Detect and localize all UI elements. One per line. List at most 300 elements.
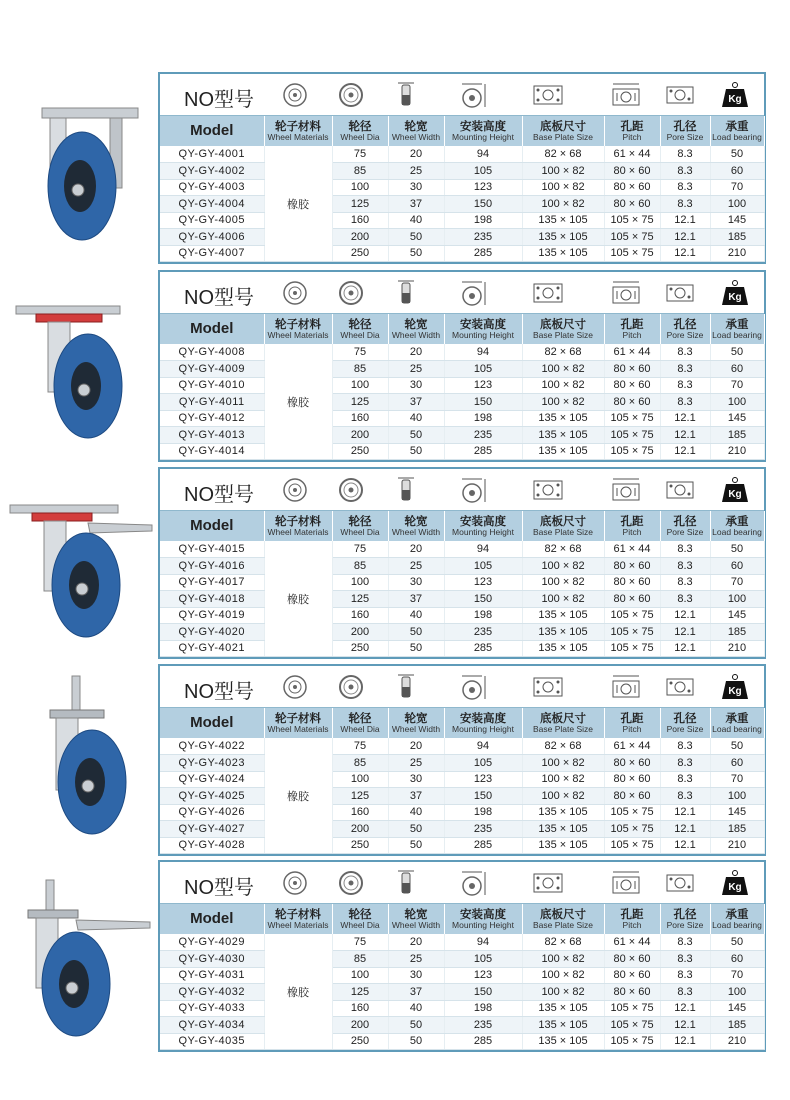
spec-cell: 200 <box>332 427 388 444</box>
header-material: 轮子材料 Wheel Materials <box>264 708 332 738</box>
spec-cell: 105 × 75 <box>604 607 660 624</box>
spec-cell: 210 <box>710 1033 764 1050</box>
spec-cell: 145 <box>710 212 764 229</box>
spec-cell: 135 × 105 <box>522 1017 604 1034</box>
header-load: 承重 Load bearing <box>710 314 764 344</box>
spec-cell: 185 <box>710 427 764 444</box>
header-wheel-width: 轮宽 Wheel Width <box>388 116 444 146</box>
header-pore-size: 孔径 Pore Size <box>660 116 710 146</box>
spec-cell: 235 <box>444 624 522 641</box>
load-weight-label: Kg <box>728 686 742 697</box>
header-base-plate: 底板尺寸 Base Plate Size <box>522 314 604 344</box>
spec-cell: 12.1 <box>660 1017 710 1034</box>
spec-cell: 80 × 60 <box>604 967 660 984</box>
spec-cell: 8.3 <box>660 755 710 772</box>
spec-cell: 50 <box>388 1017 444 1034</box>
table-row <box>160 427 764 444</box>
spec-cell: 8.3 <box>660 394 710 411</box>
spec-cell: 37 <box>388 788 444 805</box>
model-cell: QY-GY-4010 <box>160 377 264 394</box>
caster-section-5 <box>0 860 790 1052</box>
spec-cell: 200 <box>332 821 388 838</box>
wheel-diameter-icon <box>338 278 364 308</box>
spec-cell: 123 <box>444 377 522 394</box>
header-model: Model <box>160 314 264 344</box>
spec-cell: 210 <box>710 443 764 460</box>
table-row <box>160 984 764 1001</box>
table-row <box>160 934 764 951</box>
spec-cell: 160 <box>332 1000 388 1017</box>
spec-cell: 8.3 <box>660 591 710 608</box>
spec-cell: 135 × 105 <box>522 410 604 427</box>
header-mounting-height: 安装高度 Mounting Height <box>444 116 522 146</box>
model-cell: QY-GY-4032 <box>160 984 264 1001</box>
spec-table <box>160 116 765 262</box>
model-cell: QY-GY-4004 <box>160 196 264 213</box>
spec-cell: 135 × 105 <box>522 804 604 821</box>
spec-cell: 94 <box>444 934 522 951</box>
spec-cell: 50 <box>710 541 764 558</box>
spec-cell: 8.3 <box>660 558 710 575</box>
spec-cell: 80 × 60 <box>604 755 660 772</box>
spec-cell: 25 <box>388 558 444 575</box>
spec-cell: 30 <box>388 179 444 196</box>
load-weight-icon <box>720 672 750 702</box>
spec-cell: 100 × 82 <box>522 377 604 394</box>
spec-cell: 100 × 82 <box>522 163 604 180</box>
spec-cell: 100 × 82 <box>522 771 604 788</box>
table-row <box>160 361 764 378</box>
spec-cell: 105 × 75 <box>604 821 660 838</box>
icon-bar <box>160 74 764 116</box>
spec-cell: 80 × 60 <box>604 951 660 968</box>
model-cell: QY-GY-4014 <box>160 443 264 460</box>
table-row <box>160 212 764 229</box>
spec-cell: 100 × 82 <box>522 967 604 984</box>
table-row <box>160 837 764 854</box>
wheel-material-icon <box>282 672 308 702</box>
spec-cell: 200 <box>332 1017 388 1034</box>
spec-cell: 100 × 82 <box>522 788 604 805</box>
header-pore-size: 孔径 Pore Size <box>660 904 710 934</box>
spec-cell: 8.3 <box>660 163 710 180</box>
spec-cell: 20 <box>388 344 444 361</box>
spec-cell: 105 × 75 <box>604 804 660 821</box>
header-wheel-dia: 轮径 Wheel Dia <box>332 708 388 738</box>
spec-cell: 210 <box>710 245 764 262</box>
spec-cell: 210 <box>710 837 764 854</box>
spec-cell: 285 <box>444 837 522 854</box>
spec-cell: 50 <box>710 738 764 755</box>
spec-cell: 235 <box>444 1017 522 1034</box>
spec-cell: 50 <box>388 443 444 460</box>
spec-cell: 100 <box>332 377 388 394</box>
spec-cell: 135 × 105 <box>522 245 604 262</box>
spec-cell: 105 × 75 <box>604 427 660 444</box>
pitch-icon <box>608 278 644 308</box>
header-mounting-height: 安装高度 Mounting Height <box>444 314 522 344</box>
spec-cell: 135 × 105 <box>522 624 604 641</box>
spec-cell: 50 <box>388 640 444 657</box>
table-row <box>160 788 764 805</box>
spec-cell: 160 <box>332 804 388 821</box>
threaded-stem-brake-caster-image <box>6 866 156 1046</box>
spec-cell: 60 <box>710 163 764 180</box>
spec-cell: 75 <box>332 934 388 951</box>
spec-cell: 80 × 60 <box>604 361 660 378</box>
spec-cell: 12.1 <box>660 212 710 229</box>
model-cell: QY-GY-4013 <box>160 427 264 444</box>
pitch-icon <box>608 672 644 702</box>
spec-cell: 50 <box>388 837 444 854</box>
header-mounting-height: 安装高度 Mounting Height <box>444 904 522 934</box>
model-cell: QY-GY-4016 <box>160 558 264 575</box>
spec-panel <box>158 72 766 264</box>
rigid-caster-image <box>6 78 156 258</box>
spec-cell: 60 <box>710 951 764 968</box>
spec-cell: 85 <box>332 361 388 378</box>
table-row <box>160 771 764 788</box>
model-cell: QY-GY-4033 <box>160 1000 264 1017</box>
spec-cell: 100 × 82 <box>522 591 604 608</box>
header-load: 承重 Load bearing <box>710 511 764 541</box>
spec-cell: 70 <box>710 771 764 788</box>
series-title: NO型号 <box>184 877 254 899</box>
spec-cell: 12.1 <box>660 804 710 821</box>
spec-cell: 30 <box>388 377 444 394</box>
spec-cell: 135 × 105 <box>522 229 604 246</box>
spec-cell: 123 <box>444 574 522 591</box>
spec-cell: 61 × 44 <box>604 738 660 755</box>
header-load: 承重 Load bearing <box>710 116 764 146</box>
spec-cell: 185 <box>710 229 764 246</box>
spec-cell: 75 <box>332 738 388 755</box>
spec-cell: 50 <box>388 427 444 444</box>
spec-cell: 80 × 60 <box>604 788 660 805</box>
spec-panel <box>158 270 766 462</box>
spec-cell: 198 <box>444 212 522 229</box>
spec-cell: 70 <box>710 967 764 984</box>
spec-cell: 82 × 68 <box>522 344 604 361</box>
base-plate-icon <box>530 278 566 308</box>
table-row <box>160 146 764 163</box>
spec-cell: 12.1 <box>660 410 710 427</box>
spec-cell: 80 × 60 <box>604 984 660 1001</box>
spec-cell: 185 <box>710 624 764 641</box>
model-cell: QY-GY-4031 <box>160 967 264 984</box>
table-row <box>160 410 764 427</box>
spec-cell: 30 <box>388 967 444 984</box>
spec-cell: 105 × 75 <box>604 1017 660 1034</box>
model-cell: QY-GY-4025 <box>160 788 264 805</box>
spec-cell: 94 <box>444 738 522 755</box>
spec-cell: 105 <box>444 558 522 575</box>
table-row <box>160 755 764 772</box>
spec-cell: 30 <box>388 771 444 788</box>
spec-cell: 150 <box>444 394 522 411</box>
wheel-width-icon <box>396 278 416 308</box>
spec-panel <box>158 467 766 659</box>
header-pitch: 孔距 Pitch <box>604 708 660 738</box>
header-wheel-dia: 轮径 Wheel Dia <box>332 904 388 934</box>
spec-cell: 75 <box>332 146 388 163</box>
table-row <box>160 229 764 246</box>
spec-cell: 37 <box>388 394 444 411</box>
icon-bar <box>160 272 764 314</box>
model-cell: QY-GY-4020 <box>160 624 264 641</box>
spec-cell: 150 <box>444 788 522 805</box>
spec-table <box>160 511 765 657</box>
spec-cell: 82 × 68 <box>522 146 604 163</box>
model-cell: QY-GY-4011 <box>160 394 264 411</box>
spec-cell: 125 <box>332 788 388 805</box>
model-cell: QY-GY-4006 <box>160 229 264 246</box>
spec-cell: 8.3 <box>660 196 710 213</box>
spec-cell: 8.3 <box>660 771 710 788</box>
model-cell: QY-GY-4030 <box>160 951 264 968</box>
spec-cell: 200 <box>332 624 388 641</box>
spec-cell: 105 × 75 <box>604 1033 660 1050</box>
model-cell: QY-GY-4007 <box>160 245 264 262</box>
spec-cell: 150 <box>444 196 522 213</box>
wheel-material-icon <box>282 80 308 110</box>
spec-cell: 100 × 82 <box>522 361 604 378</box>
spec-cell: 145 <box>710 410 764 427</box>
model-cell: QY-GY-4034 <box>160 1017 264 1034</box>
spec-cell: 50 <box>388 1033 444 1050</box>
base-plate-icon <box>530 475 566 505</box>
header-model: Model <box>160 904 264 934</box>
spec-cell: 100 <box>332 574 388 591</box>
load-weight-label: Kg <box>728 489 742 500</box>
spec-cell: 100 <box>710 394 764 411</box>
spec-cell: 40 <box>388 607 444 624</box>
spec-cell: 60 <box>710 558 764 575</box>
spec-cell: 8.3 <box>660 541 710 558</box>
spec-cell: 8.3 <box>660 146 710 163</box>
swivel-caster-image <box>6 276 156 456</box>
spec-cell: 20 <box>388 541 444 558</box>
series-title: NO型号 <box>184 89 254 111</box>
pore-size-icon <box>664 80 696 110</box>
header-wheel-width: 轮宽 Wheel Width <box>388 314 444 344</box>
spec-cell: 50 <box>710 934 764 951</box>
spec-cell: 105 × 75 <box>604 443 660 460</box>
spec-cell: 8.3 <box>660 984 710 1001</box>
mounting-height-icon <box>458 868 488 898</box>
table-row <box>160 558 764 575</box>
spec-cell: 80 × 60 <box>604 771 660 788</box>
series-title: NO型号 <box>184 681 254 703</box>
spec-cell: 40 <box>388 212 444 229</box>
spec-cell: 125 <box>332 196 388 213</box>
spec-cell: 12.1 <box>660 229 710 246</box>
spec-cell: 8.3 <box>660 377 710 394</box>
spec-cell: 8.3 <box>660 574 710 591</box>
spec-cell: 105 × 75 <box>604 229 660 246</box>
spec-cell: 12.1 <box>660 821 710 838</box>
spec-cell: 80 × 60 <box>604 196 660 213</box>
header-pitch: 孔距 Pitch <box>604 314 660 344</box>
spec-cell: 60 <box>710 755 764 772</box>
spec-cell: 250 <box>332 443 388 460</box>
table-row <box>160 574 764 591</box>
spec-cell: 85 <box>332 951 388 968</box>
spec-cell: 80 × 60 <box>604 377 660 394</box>
header-model: Model <box>160 116 264 146</box>
spec-cell: 198 <box>444 410 522 427</box>
spec-cell: 135 × 105 <box>522 427 604 444</box>
spec-cell: 25 <box>388 163 444 180</box>
model-cell: QY-GY-4029 <box>160 934 264 951</box>
spec-cell: 123 <box>444 967 522 984</box>
spec-cell: 198 <box>444 607 522 624</box>
spec-cell: 30 <box>388 574 444 591</box>
header-load: 承重 Load bearing <box>710 708 764 738</box>
load-weight-icon <box>720 475 750 505</box>
spec-cell: 235 <box>444 427 522 444</box>
header-wheel-width: 轮宽 Wheel Width <box>388 708 444 738</box>
spec-cell: 70 <box>710 377 764 394</box>
base-plate-icon <box>530 80 566 110</box>
table-row <box>160 443 764 460</box>
spec-cell: 80 × 60 <box>604 558 660 575</box>
spec-cell: 61 × 44 <box>604 344 660 361</box>
spec-cell: 12.1 <box>660 1033 710 1050</box>
spec-table <box>160 314 765 460</box>
spec-cell: 125 <box>332 394 388 411</box>
header-wheel-dia: 轮径 Wheel Dia <box>332 116 388 146</box>
spec-cell: 40 <box>388 410 444 427</box>
load-weight-label: Kg <box>728 292 742 303</box>
header-mounting-height: 安装高度 Mounting Height <box>444 708 522 738</box>
spec-cell: 20 <box>388 934 444 951</box>
material-cell: 橡胶 <box>264 738 332 854</box>
spec-cell: 61 × 44 <box>604 541 660 558</box>
spec-cell: 80 × 60 <box>604 591 660 608</box>
spec-cell: 8.3 <box>660 967 710 984</box>
material-cell: 橡胶 <box>264 344 332 460</box>
model-cell: QY-GY-4005 <box>160 212 264 229</box>
spec-cell: 210 <box>710 640 764 657</box>
header-pitch: 孔距 Pitch <box>604 116 660 146</box>
model-cell: QY-GY-4008 <box>160 344 264 361</box>
model-cell: QY-GY-4001 <box>160 146 264 163</box>
table-row <box>160 163 764 180</box>
model-cell: QY-GY-4021 <box>160 640 264 657</box>
table-row <box>160 951 764 968</box>
pore-size-icon <box>664 672 696 702</box>
spec-cell: 145 <box>710 804 764 821</box>
wheel-diameter-icon <box>338 80 364 110</box>
header-pitch: 孔距 Pitch <box>604 904 660 934</box>
spec-cell: 200 <box>332 229 388 246</box>
spec-cell: 70 <box>710 179 764 196</box>
spec-cell: 20 <box>388 146 444 163</box>
load-weight-label: Kg <box>728 882 742 893</box>
table-row <box>160 804 764 821</box>
spec-cell: 8.3 <box>660 951 710 968</box>
table-row <box>160 640 764 657</box>
mounting-height-icon <box>458 672 488 702</box>
header-pore-size: 孔径 Pore Size <box>660 708 710 738</box>
model-cell: QY-GY-4022 <box>160 738 264 755</box>
spec-cell: 250 <box>332 1033 388 1050</box>
spec-cell: 100 × 82 <box>522 951 604 968</box>
spec-cell: 105 <box>444 755 522 772</box>
wheel-material-icon <box>282 868 308 898</box>
spec-cell: 8.3 <box>660 361 710 378</box>
table-row <box>160 738 764 755</box>
model-cell: QY-GY-4015 <box>160 541 264 558</box>
spec-cell: 135 × 105 <box>522 1033 604 1050</box>
spec-cell: 250 <box>332 245 388 262</box>
spec-cell: 80 × 60 <box>604 179 660 196</box>
spec-cell: 135 × 105 <box>522 640 604 657</box>
header-pore-size: 孔径 Pore Size <box>660 314 710 344</box>
icon-bar <box>160 469 764 511</box>
wheel-width-icon <box>396 475 416 505</box>
spec-cell: 145 <box>710 607 764 624</box>
model-cell: QY-GY-4035 <box>160 1033 264 1050</box>
header-material: 轮子材料 Wheel Materials <box>264 116 332 146</box>
wheel-material-icon <box>282 278 308 308</box>
series-title: NO型号 <box>184 287 254 309</box>
spec-cell: 82 × 68 <box>522 934 604 951</box>
load-weight-label: Kg <box>728 94 742 105</box>
spec-cell: 250 <box>332 837 388 854</box>
spec-cell: 123 <box>444 179 522 196</box>
pitch-icon <box>608 868 644 898</box>
spec-cell: 150 <box>444 591 522 608</box>
header-base-plate: 底板尺寸 Base Plate Size <box>522 904 604 934</box>
model-cell: QY-GY-4002 <box>160 163 264 180</box>
material-cell: 橡胶 <box>264 146 332 262</box>
spec-cell: 80 × 60 <box>604 574 660 591</box>
wheel-diameter-icon <box>338 475 364 505</box>
spec-cell: 185 <box>710 1017 764 1034</box>
spec-cell: 94 <box>444 344 522 361</box>
spec-cell: 105 × 75 <box>604 1000 660 1017</box>
spec-cell: 105 × 75 <box>604 245 660 262</box>
wheel-width-icon <box>396 868 416 898</box>
spec-cell: 100 × 82 <box>522 196 604 213</box>
spec-cell: 25 <box>388 951 444 968</box>
spec-table <box>160 708 765 854</box>
wheel-diameter-icon <box>338 672 364 702</box>
table-row <box>160 967 764 984</box>
model-cell: QY-GY-4026 <box>160 804 264 821</box>
spec-cell: 100 <box>332 179 388 196</box>
spec-cell: 235 <box>444 821 522 838</box>
spec-cell: 285 <box>444 443 522 460</box>
model-cell: QY-GY-4019 <box>160 607 264 624</box>
spec-cell: 37 <box>388 591 444 608</box>
spec-cell: 100 <box>332 967 388 984</box>
model-cell: QY-GY-4012 <box>160 410 264 427</box>
header-model: Model <box>160 511 264 541</box>
mounting-height-icon <box>458 278 488 308</box>
header-wheel-dia: 轮径 Wheel Dia <box>332 511 388 541</box>
spec-cell: 105 × 75 <box>604 837 660 854</box>
spec-cell: 61 × 44 <box>604 934 660 951</box>
header-material: 轮子材料 Wheel Materials <box>264 511 332 541</box>
header-base-plate: 底板尺寸 Base Plate Size <box>522 116 604 146</box>
spec-cell: 100 × 82 <box>522 984 604 1001</box>
spec-cell: 70 <box>710 574 764 591</box>
spec-cell: 150 <box>444 984 522 1001</box>
header-base-plate: 底板尺寸 Base Plate Size <box>522 708 604 738</box>
